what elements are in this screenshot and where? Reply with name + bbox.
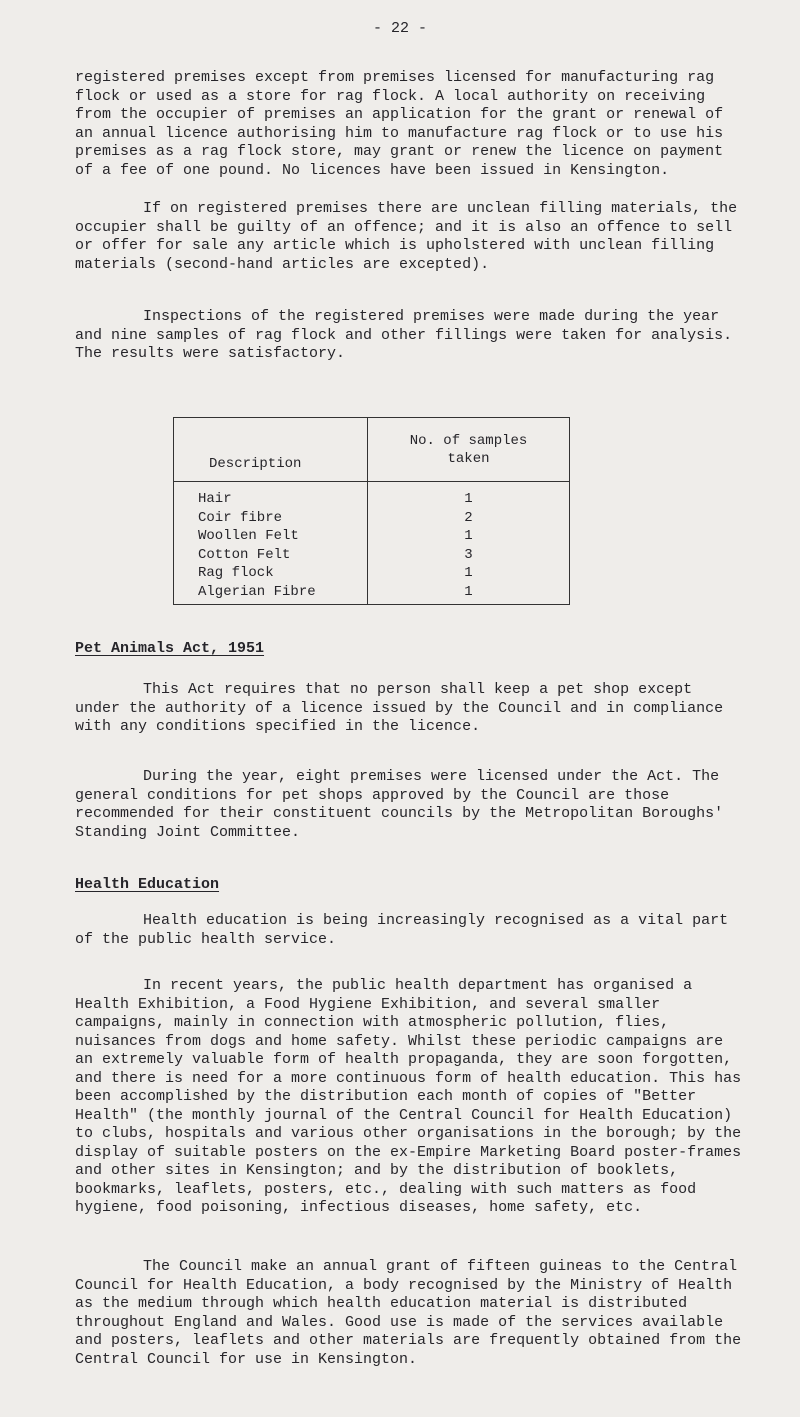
table-row xyxy=(174,564,570,583)
row-description: Hair xyxy=(174,482,368,509)
row-description: Coir fibre xyxy=(174,509,368,528)
table-row xyxy=(174,546,570,565)
paragraph-health-education-vital: Health education is being increasingly recognised as a vital part of the public health service. xyxy=(75,912,729,948)
paragraph-rag-flock-licence: registered premises except from premises licensed for manufacturing rag flock or used as a store for rag flock. A local authority on receiving from the occupier of premises an application for the grant or renewal of an annual licence authorising him to manufacture rag flock or to use his premises as a rag flock store, may grant or renew the licence on payment of a fee of one pound. No licences have been issued in Kensington. xyxy=(75,69,724,179)
row-description: Woollen Felt xyxy=(174,527,368,546)
table-row xyxy=(174,482,570,509)
paragraph-pet-premises-licensed: During the year, eight premises were licensed under the Act. The general conditions for pet shops approved by the Council are those recommended for their constituent councils by the Metropolitan Boroughs' Standing Joint Committee. xyxy=(75,768,724,841)
row-count: 1 xyxy=(368,527,570,546)
table-row xyxy=(174,509,570,528)
paragraph-pet-shop-licence: This Act requires that no person shall keep a pet shop except under the authority of a licence issued by the Council and in compliance with any conditions specified in the licence. xyxy=(75,681,724,735)
row-count: 3 xyxy=(368,546,570,565)
row-description: Rag flock xyxy=(174,564,368,583)
page-number: - 22 - xyxy=(372,20,427,37)
paragraph-unclean-filling: If on registered premises there are unclean filling materials, the occupier shall be guilty of an offence; and it is also an offence to sell or offer for sale any article which is upholstered with unclean filling materials (second-hand articles are excepted). xyxy=(75,200,738,273)
paragraph-council-grant: The Council make an annual grant of fifteen guineas to the Central Council for Health Education, a body recognised by the Ministry of Health as the medium through which health education material is distributed throughout England and Wales. Good use is made of the services available and posters, leaflets and other materials are frequently obtained from the Central Council for use in Kensington. xyxy=(75,1258,742,1368)
row-count: 1 xyxy=(368,482,570,509)
table-row xyxy=(174,527,570,546)
row-count: 1 xyxy=(368,564,570,583)
row-count: 1 xyxy=(368,583,570,604)
row-description: Algerian Fibre xyxy=(174,583,368,604)
table-header-row xyxy=(174,418,570,482)
paragraph-health-campaigns: In recent years, the public health department has organised a Health Exhibition, a Food Hygiene Exhibition, and several smaller campaigns, mainly in connection with atmospheric pollution, flies, nuisances from dogs and home safety. Whilst these periodic campaigns are an extremely valuable form of health propaganda, they are soon forgotten, and there is need for a more continuous form of health education. This has been accomplished by the distribution each month of copies of "Better Health" (the monthly journal of the Central Council for Health Education) to clubs, hospitals and various other organisations in the borough; by the display of suitable posters on the ex-Empire Marketing Board poster-frames and other sites in Kensington; and by the distribution of booklets, bookmarks, leaflets, posters, etc., dealing with such matters as food hygiene, food poisoning, infectious diseases, home safety, etc. xyxy=(75,977,742,1216)
paragraph-inspections: Inspections of the registered premises were made during the year and nine samples of rag flock and other fillings were taken for analysis. The results were satisfactory. xyxy=(75,308,733,362)
column-header-samples-line2: taken xyxy=(447,450,490,467)
column-header-description: Description xyxy=(174,418,368,482)
heading-pet-animals-act: Pet Animals Act, 1951 xyxy=(75,640,265,657)
column-header-samples-line1: No. of samples xyxy=(409,432,528,449)
column-header-samples xyxy=(368,418,570,482)
row-description: Cotton Felt xyxy=(174,546,368,565)
row-count: 2 xyxy=(368,509,570,528)
samples-table xyxy=(173,417,570,605)
heading-health-education: Health Education xyxy=(75,876,220,893)
table-row xyxy=(174,583,570,604)
